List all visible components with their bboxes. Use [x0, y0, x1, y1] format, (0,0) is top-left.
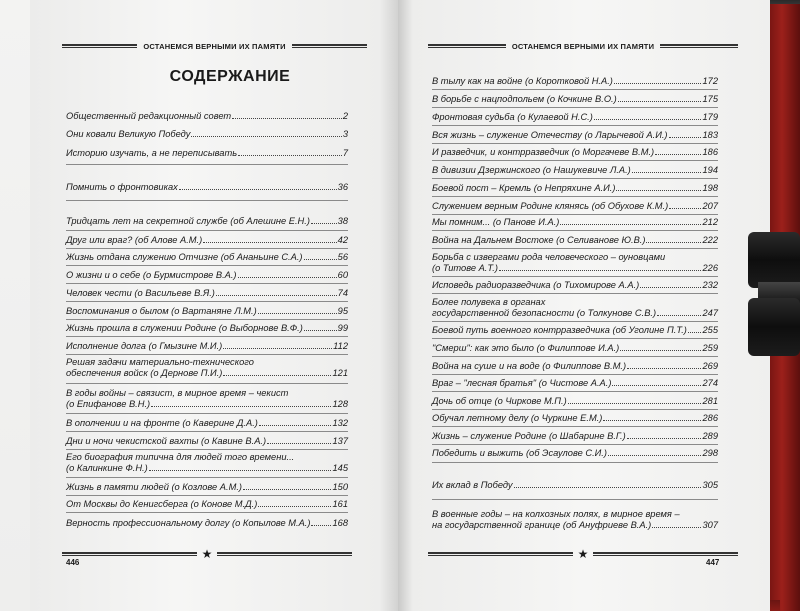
toc-entry[interactable]: [66, 235, 348, 246]
entry-page: 74: [337, 288, 348, 298]
toc-entry[interactable]: [66, 306, 348, 317]
entry-separator: [432, 374, 718, 375]
entry-page: 2: [342, 111, 348, 121]
entry-title: Помнить о фронтовиках: [66, 182, 178, 192]
toc-entry[interactable]: [66, 182, 348, 193]
right-running-header: [428, 40, 738, 52]
entry-page: 175: [702, 94, 718, 104]
entry-page: 95: [337, 306, 348, 316]
entry-page: 3: [342, 129, 348, 139]
entry-page: 7: [342, 148, 348, 158]
clip-jaw-bottom: [748, 298, 800, 356]
entry-page: 137: [332, 436, 348, 446]
entry-separator: [66, 449, 348, 450]
entry-page: 255: [702, 325, 718, 335]
entry-separator: [432, 276, 718, 277]
entry-page: 36: [337, 182, 348, 192]
entry-title: Исповедь радиоразведчика (о Тихомирове А.А.): [432, 280, 640, 290]
entry-separator: [432, 125, 718, 126]
entry-page: 60: [337, 270, 348, 280]
toc-entry[interactable]: [432, 280, 718, 291]
entry-title-line: В военные годы – на колхозных полях, в мирное время –: [432, 509, 680, 519]
entry-page: 186: [702, 147, 718, 157]
entry-separator: [432, 293, 718, 294]
entry-title: (о Калинкине Ф.Н.): [66, 463, 148, 473]
entry-separator: [66, 495, 348, 496]
toc-entry[interactable]: [66, 288, 348, 299]
toc-entry[interactable]: [432, 165, 718, 176]
entry-title: Друг или враг? (об Алове А.М.): [66, 235, 203, 245]
entry-title: (о Епифанове В.Н.): [66, 399, 151, 409]
entry-page: 99: [337, 323, 348, 333]
entry-title: Обучал летному делу (о Чуркине Е.М.): [432, 413, 603, 423]
entry-separator: [66, 431, 348, 432]
toc-entry[interactable]: [66, 436, 348, 447]
entry-separator: [432, 391, 718, 392]
toc-entry[interactable]: [432, 413, 718, 424]
entry-page: 307: [702, 520, 718, 530]
entry-title: Жизнь отдана служению Отчизне (об Ананьине С.А.): [66, 252, 303, 262]
header-rule: [428, 44, 506, 48]
entry-page: 289: [702, 431, 718, 441]
entry-title: Общественный редакционный совет: [66, 111, 232, 121]
toc-entry[interactable]: [432, 252, 718, 274]
toc-entry[interactable]: [432, 76, 718, 87]
entry-page: 247: [702, 308, 718, 318]
toc-entry[interactable]: [432, 94, 718, 105]
toc-entry[interactable]: [66, 418, 348, 429]
toc-entry[interactable]: [432, 480, 718, 491]
entry-page: 132: [332, 418, 348, 428]
entry-separator: [432, 338, 718, 339]
entry-separator: [66, 319, 348, 320]
entry-page: 269: [702, 361, 718, 371]
entry-page: 179: [702, 112, 718, 122]
entry-separator: [432, 196, 718, 197]
entry-page: 42: [337, 235, 348, 245]
toc-entry[interactable]: [432, 147, 718, 158]
entry-title: Служением верным Родине клянясь (об Обухове К.М.): [432, 201, 669, 211]
entry-page: 150: [332, 482, 348, 492]
entry-separator: [66, 301, 348, 302]
entry-separator: [66, 336, 348, 337]
header-rule: [292, 44, 367, 48]
entry-title: государственной безопасности (о Толкунове С.В.): [432, 308, 657, 318]
toc-entry[interactable]: [432, 448, 718, 459]
entry-title: О жизни и о себе (о Бурмистрове В.А.): [66, 270, 237, 280]
left-running-header: [62, 40, 367, 52]
toc-entry[interactable]: [66, 252, 348, 263]
entry-page: 226: [702, 263, 718, 273]
entry-title: обеспечения войск (о Дернове П.И.): [66, 368, 223, 378]
header-rule: [660, 44, 738, 48]
entry-title: В ополчении и на фронте (о Каверине Д.А.): [66, 418, 258, 428]
footer-rule: [593, 552, 738, 556]
toc-entry[interactable]: [66, 323, 348, 334]
entry-title: Человек чести (о Васильеве В.Я.): [66, 288, 215, 298]
entry-separator: [66, 283, 348, 284]
right-page-number: 447: [706, 558, 720, 567]
toc-entry[interactable]: [66, 499, 348, 510]
entry-separator: [66, 230, 348, 231]
entry-separator: [66, 354, 348, 355]
entry-separator: [432, 409, 718, 410]
entry-separator: [66, 512, 348, 513]
entry-title: Война на суше и на воде (о Филиппове В.М.): [432, 361, 627, 371]
entry-separator: [66, 265, 348, 266]
toc-entry[interactable]: [432, 201, 718, 212]
entry-title: "Смерш": как это было (о Филиппове И.А.): [432, 343, 620, 353]
entry-separator: [432, 160, 718, 161]
toc-title: СОДЕРЖАНИЕ: [169, 68, 291, 85]
entry-separator: [66, 477, 348, 478]
entry-title: В тылу как на войне (о Коротковой Н.А.): [432, 76, 613, 86]
entry-page: 274: [702, 378, 718, 388]
entry-separator: [432, 499, 718, 500]
entry-separator: [432, 178, 718, 179]
entry-title: В борьбе с нацподпольем (о Кочкине В.О.): [432, 94, 617, 104]
header-title: ОСТАНЕМСЯ ВЕРНЫМИ ИХ ПАМЯТИ: [143, 41, 286, 51]
toc-entry[interactable]: [432, 183, 718, 194]
entry-separator: [66, 164, 348, 165]
entry-title: (о Титове А.Т.): [432, 263, 498, 273]
binder-clip: [748, 232, 800, 368]
entry-page: 281: [702, 396, 718, 406]
toc-entry[interactable]: [432, 343, 718, 354]
entry-separator: [66, 383, 348, 384]
entry-title: И разведчик, и контрразведчик (о Моргачеве В.М.): [432, 147, 655, 157]
entry-page: 161: [332, 499, 348, 509]
entry-page: 112: [333, 341, 348, 351]
entry-title-line: Борьба с извергами рода человеческого – оуновцами: [432, 252, 666, 262]
footer-rule: [428, 552, 573, 556]
entry-title: От Москвы до Кенигсберга (о Конове М.Д.): [66, 499, 258, 509]
entry-page: 168: [332, 518, 348, 528]
toc-entry[interactable]: [66, 129, 348, 140]
header-rule: [62, 44, 137, 48]
entry-page: 232: [702, 280, 718, 290]
entry-page: 305: [702, 480, 718, 490]
entry-separator: [66, 200, 348, 201]
entry-separator: [432, 321, 718, 322]
entry-title: Жизнь – служение Родине (о Шабарине В.Г.): [432, 431, 626, 441]
entry-title: Боевой путь военного контрразведчика (об Уголине П.Т.): [432, 325, 687, 335]
entry-title-line: В годы войны – связист, в мирное время – чекист: [66, 388, 289, 398]
entry-page: 222: [702, 235, 718, 245]
toc-entry[interactable]: [66, 357, 348, 379]
entry-separator: [432, 462, 718, 463]
entry-title-line: Его биография типична для людей того времени...: [66, 452, 295, 462]
entry-page: 194: [702, 165, 718, 175]
entry-page: 286: [702, 413, 718, 423]
toc-entry[interactable]: [432, 378, 718, 389]
toc-entry[interactable]: [432, 130, 718, 141]
entry-separator: [432, 426, 718, 427]
footer-rule: [62, 552, 197, 556]
entry-page: 172: [702, 76, 718, 86]
entry-title: Мы помним... (о Панове И.А.): [432, 217, 560, 227]
entry-page: 145: [332, 463, 348, 473]
entry-page: 38: [337, 216, 348, 226]
clip-jaw-top: [748, 232, 800, 288]
entry-separator: [432, 230, 718, 231]
entry-page: 56: [337, 252, 348, 262]
entry-title: Историю изучать, а не переписывать: [66, 148, 238, 158]
star-icon: ★: [201, 547, 213, 561]
toc-entry[interactable]: [66, 388, 348, 410]
entry-title: на государственной границе (об Ануфриеве В.А.): [432, 520, 652, 530]
toc-entry[interactable]: [432, 361, 718, 372]
toc-entry[interactable]: [66, 111, 348, 122]
entry-separator: [432, 248, 718, 249]
toc-entry[interactable]: [432, 297, 718, 319]
entry-title: Исполнение долга (о Гмызине М.И.): [66, 341, 223, 351]
toc-entry[interactable]: [432, 396, 718, 407]
entry-separator: [66, 413, 348, 414]
entry-separator: [432, 89, 718, 90]
entry-title: Боевой пост – Кремль (о Непряхине А.И.): [432, 183, 616, 193]
entry-title: Их вклад в Победу: [432, 480, 513, 490]
toc-entry[interactable]: [432, 431, 718, 442]
entry-page: 212: [702, 217, 718, 227]
entry-page: 183: [702, 130, 718, 140]
toc-entry[interactable]: [432, 112, 718, 123]
toc-entry[interactable]: [66, 341, 348, 352]
entry-page: 207: [702, 201, 718, 211]
entry-title: Они ковали Великую Победу: [66, 129, 191, 139]
entry-title: Враг – "лесная братья" (о Чистове А.А.): [432, 378, 612, 388]
toc-entry[interactable]: [66, 518, 348, 529]
entry-title: Победить и выжить (об Эсаулове С.И.): [432, 448, 607, 458]
entry-title-line: Решая задачи материально-технического: [66, 357, 254, 367]
toc-entry[interactable]: [432, 509, 718, 531]
toc-entry[interactable]: [432, 217, 718, 228]
entry-title: Фронтовая судьба (о Кулаевой Н.С.): [432, 112, 593, 122]
entry-separator: [432, 143, 718, 144]
entry-page: 298: [702, 448, 718, 458]
entry-title: Верность профессиональному долгу (о Копылове М.А.): [66, 518, 311, 528]
entry-title: Жизнь в памяти людей (о Козлове А.М.): [66, 482, 242, 492]
entry-title: Дни и ночи чекистской вахты (о Кавине В.А.): [66, 436, 267, 446]
entry-title: Война на Дальнем Востоке (о Селиванове Ю.В.): [432, 235, 646, 245]
toc-entry[interactable]: [66, 452, 348, 474]
left-page-number: 446: [66, 558, 80, 567]
footer-rule: [217, 552, 352, 556]
header-title: ОСТАНЕМСЯ ВЕРНЫМИ ИХ ПАМЯТИ: [511, 41, 655, 51]
entry-separator: [432, 107, 718, 108]
toc-entry[interactable]: [66, 270, 348, 281]
toc-entry[interactable]: [66, 482, 348, 493]
entry-title: Жизнь прошла в служении Родине (о Выборнове В.Ф.): [66, 323, 303, 333]
entry-separator: [66, 248, 348, 249]
entry-page: 121: [332, 368, 348, 378]
entry-title-line: Более полувека в органах: [432, 297, 546, 307]
left-footer-ornament: [62, 547, 352, 561]
entry-separator: [432, 444, 718, 445]
toc-entry[interactable]: [432, 235, 718, 246]
entry-title: Воспоминания о былом (о Вартаняне Л.М.): [66, 306, 257, 316]
toc-entry[interactable]: [432, 325, 718, 336]
entry-page: 259: [702, 343, 718, 353]
right-footer-ornament: [428, 547, 738, 561]
entry-title: Дочь об отце (о Чиркове М.П.): [432, 396, 567, 406]
toc-entry[interactable]: [66, 148, 348, 159]
entry-separator: [432, 214, 718, 215]
toc-entry[interactable]: [66, 216, 348, 227]
entry-separator: [432, 356, 718, 357]
entry-page: 128: [332, 399, 348, 409]
entry-title: Тридцать лет на секретной службе (об Алешине Е.Н.): [66, 216, 310, 226]
star-icon: ★: [577, 547, 589, 561]
entry-title: Вся жизнь – служение Отечеству (о Ларычевой А.И.): [432, 130, 668, 140]
entry-title: В дивизии Дзержинского (о Нашукевиче Л.А.): [432, 165, 631, 175]
entry-page: 198: [702, 183, 718, 193]
